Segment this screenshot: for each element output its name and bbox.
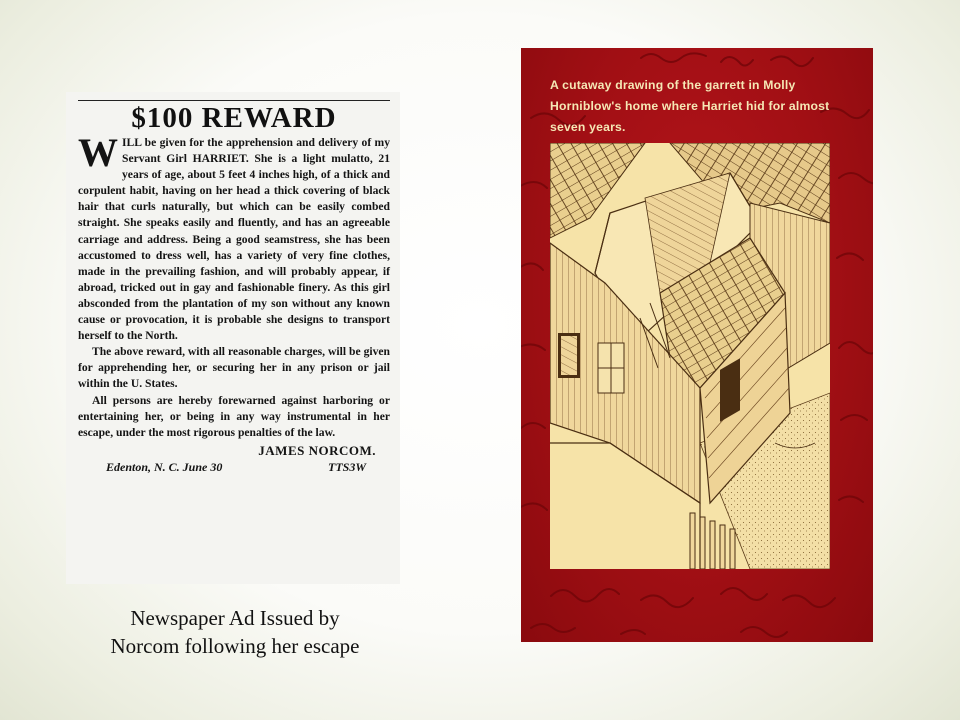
newspaper-ad (66, 92, 400, 584)
ad-caption (60, 604, 410, 660)
ad-paragraph-3: All persons are hereby forewarned against harboring or entertaining her, or being in any way instrumental in her escape, under the most rigorous penalties of the law. (78, 393, 390, 439)
garret-drawing-svg (550, 143, 830, 569)
ad-dateline-row (106, 459, 390, 475)
ad-signature: JAMES NORCOM. (258, 442, 376, 458)
garret-cutaway-drawing (550, 143, 830, 569)
ad-title: $100 REWARD (131, 102, 337, 134)
ad-caption-line-2: Norcom following her escape (110, 634, 360, 658)
ad-dropcap: W (78, 130, 118, 175)
ad-paragraph-2: The above reward, with all reasonable charges, will be given for apprehending her, or securing her in any prison or jail within the U. States. (78, 345, 390, 391)
garret-panel (521, 48, 873, 642)
drawing-caption: A cutaway drawing of the garrett in Molly Horniblow's home where Harriet hid for almost seven years. (550, 78, 830, 134)
ad-paragraph-1 (78, 130, 390, 344)
ad-paragraph-1-text: ILL be given for the apprehension and delivery of my Servant Girl HARRIET. She is a light mulatto, 21 years of age, about 5 feet 4 inches high, of a thick and corpulent habit, having on her head a thick covering of black hair that curls naturally, but which can be easily combed straight. She speaks easily and fluently, and has an agreeable carriage and address. Being a good seamstress, she has been accustomed to dress well, has a variety of very fine clothes, made in the prevailing fashion, and will probably appear, if abroad, tricked out in gay and fashionable finery. As this girl absconded from the plantation of my son without any known cause or provocation, it is probable she designs to transport herself to the North. (78, 136, 390, 343)
ad-code: TTS3W (327, 459, 366, 474)
ad-caption-line-1: Newspaper Ad Issued by (130, 606, 340, 630)
ad-dateline: Edenton, N. C. June 30 (106, 459, 223, 474)
